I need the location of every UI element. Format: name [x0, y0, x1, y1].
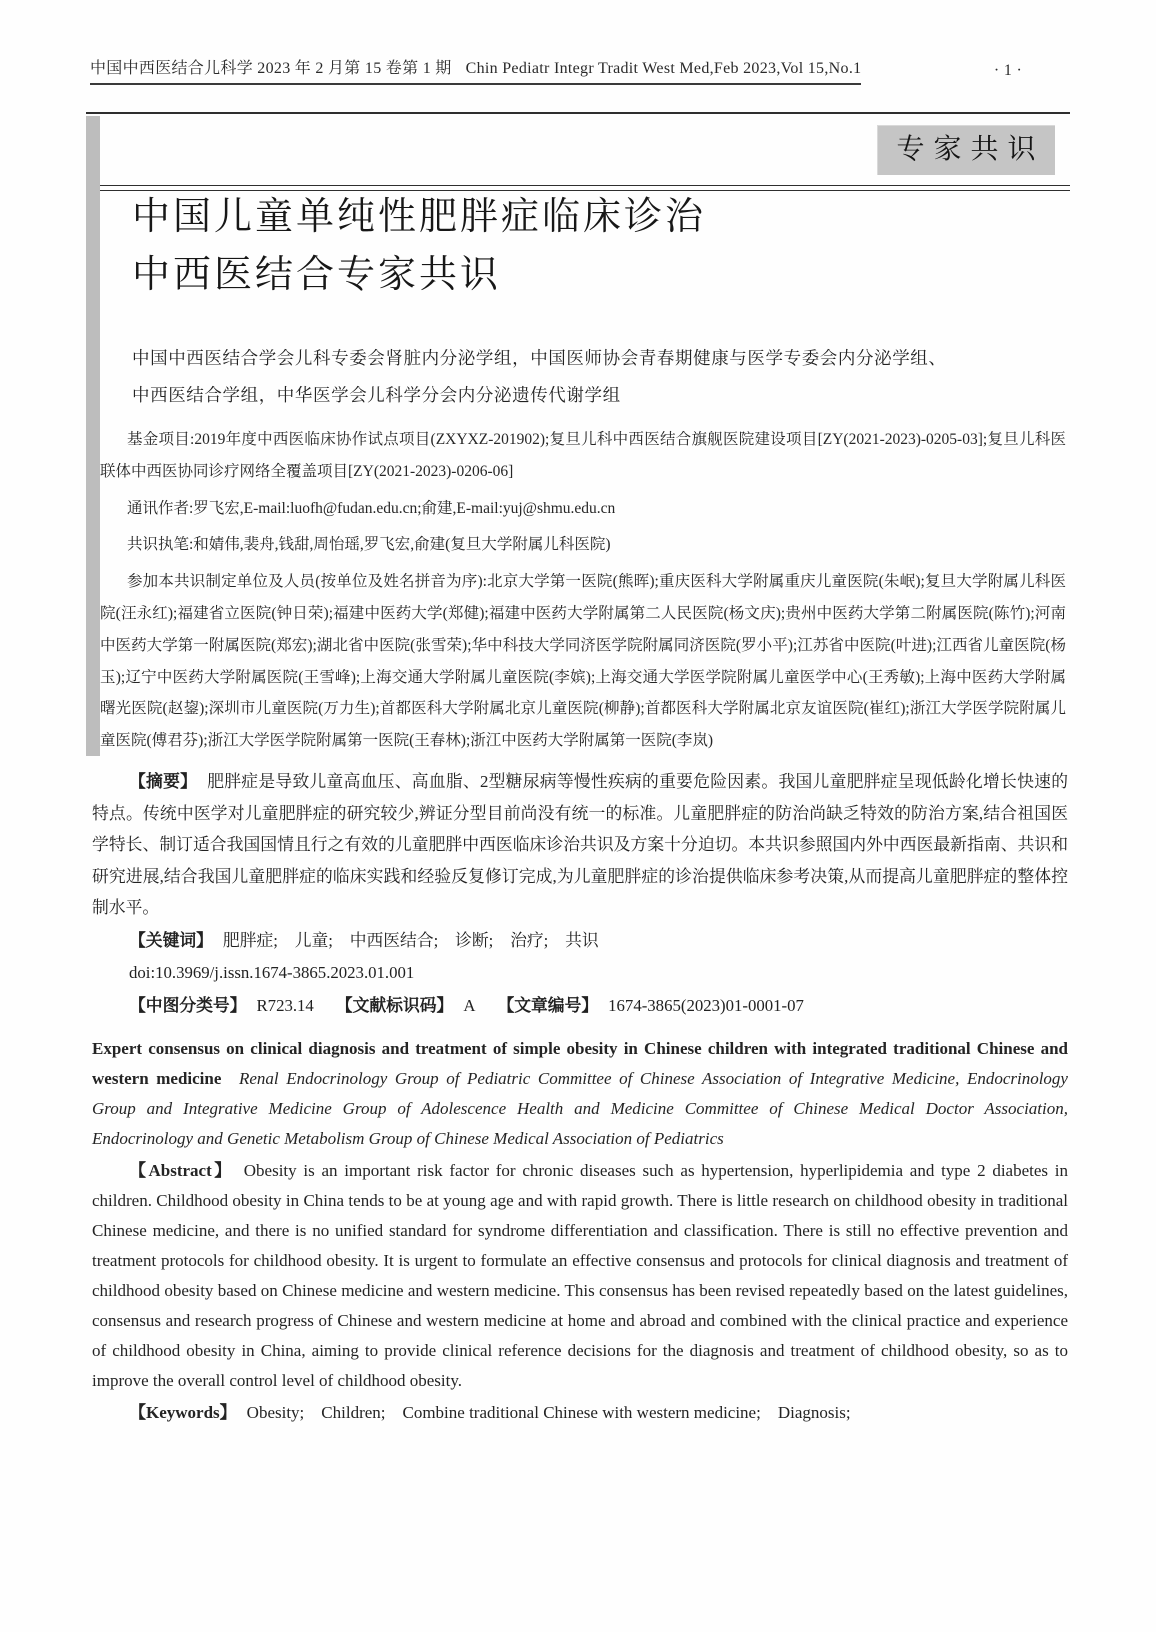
abstract-cn-label: 【摘要】 [129, 772, 198, 791]
left-accent-bar [86, 116, 100, 756]
english-keywords-label: 【Keywords】 [129, 1403, 237, 1422]
keywords-cn-text: 肥胖症; 儿童; 中西医结合; 诊断; 治疗; 共识 [222, 930, 599, 950]
keywords-cn [92, 925, 1068, 957]
participants-note: 参加本共识制定单位及人员(按单位及姓名拼音为序):北京大学第一医院(熊晖);重庆医科大学附属重庆儿童医院(朱岷);复旦大学附属儿科医院(汪永红);福建省立医院(钟日荣);福建中医药大学(郑健);福建中医药大学附属第二人民医院(杨文庆);贵州中医药大学第二附属医院(陈竹);河南中医药大学第一附属医院(郑宏);湖北省中医院(张雪荣);华中科技大学同济医学院附属同济医院(罗小平);江苏省中医院(叶进);江西省儿童医院(杨玉);辽宁中医药大学附属医院(王雪峰);上海交通大学附属儿童医院(李嫔);上海交通大学医学院附属儿童医学中心(王秀敏);上海中医药大学附属曙光医院(赵鋆);深圳市儿童医院(万力生);首都医科大学附属北京儿童医院(柳静);首都医科大学附属北京友谊医院(崔红);浙江大学医学院附属儿童医院(傅君芬);浙江大学医学院附属第一医院(王春林);浙江中医药大学附属第一医院(李岚) [100, 573, 1066, 750]
english-title-paragraph [92, 1034, 1068, 1154]
writers-note: 共识执笔:和婧伟,裴舟,钱甜,周怡瑶,罗飞宏,俞建(复旦大学附属儿科医院) [127, 536, 611, 554]
article-type-band [86, 112, 1070, 191]
page-header [90, 55, 1068, 85]
correspondence-note: 通讯作者:罗飞宏,E-mail:luofh@fudan.edu.cn;俞建,E-mail:yuj@shmu.edu.cn [127, 499, 616, 517]
journal-info [90, 55, 861, 85]
group-affiliation [132, 340, 1062, 414]
group-affiliation-line2: 中西医结合学组，中华医学会儿科学分会内分泌遗传代谢学组 [132, 385, 621, 405]
english-keywords-text: Obesity; Children; Combine traditional Chinese with western medicine; Diagnosis; [246, 1403, 851, 1422]
english-abstract-text: Obesity is an important risk factor for chronic diseases such as hypertension, hyperlipidemia and type 2 diabetes in children. Childhood obesity in China tends to be at young age and with rapid growth. There is little research on childhood obesity in traditional Chinese medicine, and there is no unified standard for syndrome differentiation and classification. There is still no effective prevention and treatment protocols for childhood obesity. It is urgent to formulate an effective consensus and protocols for clinical diagnosis and treatment of childhood obesity based on Chinese medicine and western medicine. This consensus has been revised repeatedly based on the latest guidelines, consensus and research progress of Chinese and western medicine at home and abroad and combined with the clinical practice and experience of childhood obesity in China, aiming to provide clinical reference decisions for the diagnosis and treatment of childhood obesity, so as to improve the overall control level of childhood obesity. [92, 1161, 1069, 1390]
abstract-cn-text: 肥胖症是导致儿童高血压、高血脂、2型糖尿病等慢性疾病的重要危险因素。我国儿童肥胖症呈现低龄化增长快速的特点。传统中医学对儿童肥胖症的研究较少,辨证分型目前尚没有统一的标准。儿童肥胖症的防治尚缺乏特效的防治方案,结合祖国医学特长、制订适合我国国情且行之有效的儿童肥胖中西医临床诊治共识及方案十分迫切。本共识参照国内外中西医最新指南、共识和研究进展,结合我国儿童肥胖症的临床实践和经验反复修订完成,为儿童肥胖症的诊治提供临床参考决策,从而提高儿童肥胖症的整体控制水平。 [92, 772, 1068, 917]
article-id-label: 【文章编号】 [497, 995, 599, 1015]
article-meta-notes [100, 424, 1066, 757]
article-title-line1: 中国儿童单纯性肥胖症临床诊治 [132, 196, 707, 238]
english-affiliation: Renal Endocrinology Group of Pediatric Committee of Chinese Association of Integrative Medicine, Endocrinology Group and Integrative Medicine Group of Adolescence Health and Medicine Committee of Chinese Medical Doctor Association, Endocrinology and Genetic Metabolism Group of Chinese Medical Association of Pediatrics [92, 1069, 1068, 1148]
funding-note: 基金项目:2019年度中西医临床协作试点项目(ZXYXZ-201902);复旦儿科中西医结合旗舰医院建设项目[ZY(2021-2023)-0205-03];复旦儿科医联体中西医协同诊疗网络全覆盖项目[ZY(2021-2023)-0206-06] [100, 431, 1066, 480]
english-abstract [92, 1156, 1068, 1396]
article-id-value: 1674-3865(2023)01-0001-07 [608, 995, 804, 1015]
page-number: · 1 · [993, 62, 1023, 79]
article-type-badge: 专家共识 [877, 125, 1055, 175]
english-keywords [92, 1398, 1068, 1428]
chinese-abstract-block [92, 766, 1068, 1021]
clc-label: 【中图分类号】 [129, 995, 247, 1015]
group-affiliation-line1: 中国中西医结合学会儿科专委会肾脏内分泌学组，中国医师协会青春期健康与医学专委会内分泌学组、 [132, 348, 947, 368]
english-abstract-label: 【Abstract】 [129, 1161, 234, 1180]
keywords-cn-label: 【关键词】 [129, 930, 213, 950]
doc-code-value: A [463, 995, 476, 1015]
doc-code-label: 【文献标识码】 [335, 995, 454, 1015]
english-title: Expert consensus on clinical diagnosis and treatment of simple obesity in Chinese children with integrated traditional Chinese and western medicine [92, 1039, 1068, 1088]
journal-info-en: Chin Pediatr Integr Tradit West Med,Feb 2023,Vol 15,No.1 [465, 60, 862, 77]
article-title-line2: 中西医结合专家共识 [132, 254, 502, 296]
english-abstract-block [92, 1034, 1068, 1428]
classification-line [92, 990, 1068, 1022]
journal-info-cn: 中国中西医结合儿科学 2023 年 2 月第 15 卷第 1 期 [90, 60, 452, 77]
clc-value: R723.14 [256, 995, 314, 1015]
doi-line: doi:10.3969/j.issn.1674-3865.2023.01.001 [129, 963, 415, 982]
abstract-cn [92, 766, 1068, 924]
article-title [132, 188, 1056, 304]
